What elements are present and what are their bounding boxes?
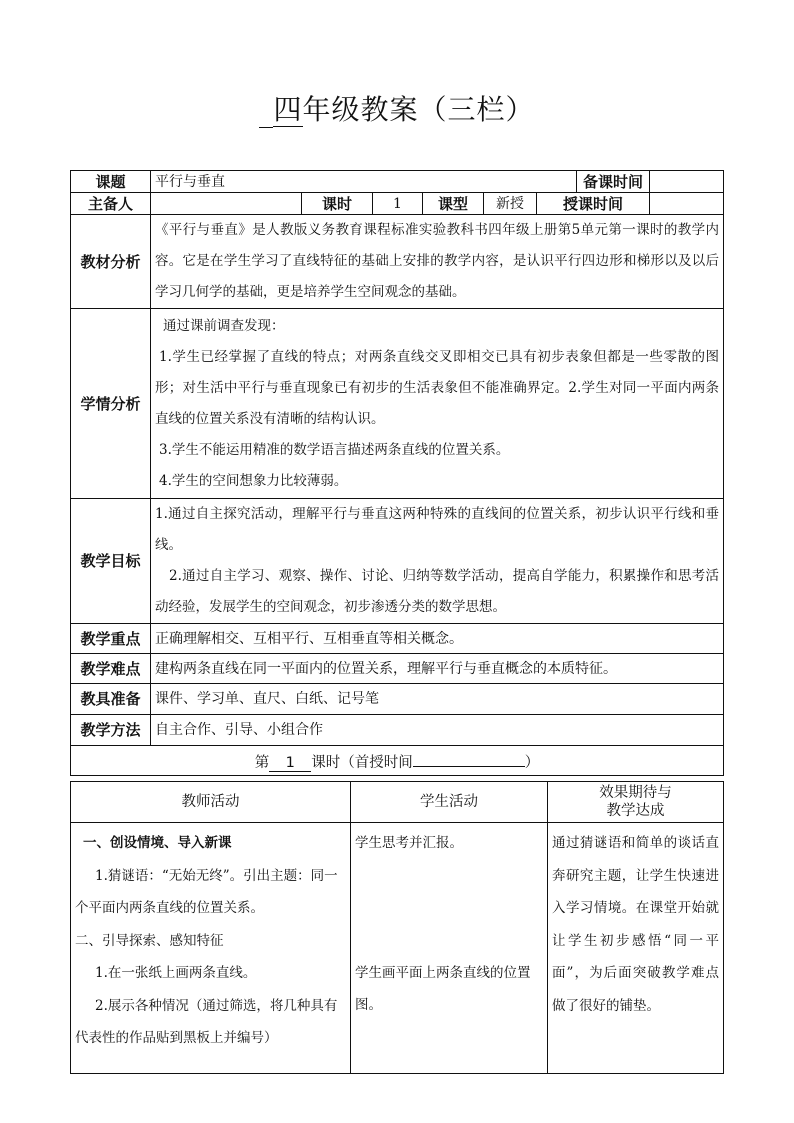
goal-line: 2.通过自主学习、观察、操作、讨论、归纳等数学活动，提高自学能力，积累操作和思考活动经验，发展学生的空间观念，初步渗透分类的数学思想。	[155, 568, 720, 615]
student-activity-line: 学生画平面上两条直线的位置图。	[355, 964, 531, 1013]
material-label: 教材分析	[71, 215, 151, 309]
lesson-suffix: 课时（首授时间	[311, 754, 413, 771]
student-activity-line: 学生思考并汇报。	[355, 835, 463, 851]
difficulty-label: 教学难点	[71, 654, 151, 684]
type-value[interactable]: 新授	[484, 193, 537, 215]
lesson-first-time-blank[interactable]	[413, 750, 525, 767]
student-line: 1.学生已经掌握了直线的特点；对两条直线交叉即相交已具有初步表象但都是一些零散的图形；对生活中平行与垂直现象已有初步的生活表象但不能准确界定。2.学生对同一平面内两条直线的位置关系没有清晰的结构认识。	[155, 348, 720, 427]
prep-time-label: 备课时间	[577, 171, 650, 193]
title-grade: 四	[273, 93, 303, 126]
topic-value[interactable]: 平行与垂直	[151, 171, 577, 193]
tools-label: 教具准备	[71, 684, 151, 715]
student-line: 通过课前调查发现：	[163, 317, 285, 334]
teacher-line: 二、引导探索、感知特征	[75, 932, 224, 949]
student-activity-cell	[351, 823, 548, 1074]
period-value[interactable]: 1	[373, 193, 423, 215]
teacher-line: 一、创设情境、导入新课	[83, 835, 232, 851]
material-text: 《平行与垂直》是人教版义务教育课程标准实验教科书四年级上册第5单元第一课时的教学内容。它是在学生学习了直线特征的基础上安排的教学内容，是认识平行四边形和梯形以及以后学习几何学的基础，更是培养学生空间观念的基础。	[151, 215, 724, 309]
col-student-header: 学生活动	[351, 782, 548, 823]
effect-text: 通过猜谜语和简单的谈话直奔研究主题，让学生快速进入学习情境。在课堂开始就让学生初步感悟“同一平面”，为后面突破教学难点做了很好的铺垫。	[552, 835, 719, 1014]
teacher-activity-cell	[71, 823, 351, 1074]
lesson-close: ）	[524, 754, 540, 771]
col-effect-line2: 教学达成	[606, 803, 665, 819]
lesson-period-line	[71, 746, 724, 776]
activity-table	[70, 781, 724, 1074]
preparer-value[interactable]	[151, 193, 302, 215]
col-effect-header	[548, 782, 724, 823]
student-line: 4.学生的空间想象力比较薄弱。	[159, 472, 348, 489]
student-analysis-text	[151, 309, 724, 499]
title-text: 年级教案（三栏）	[302, 93, 535, 126]
topic-label: 课题	[71, 171, 151, 193]
method-label: 教学方法	[71, 715, 151, 746]
goal-label: 教学目标	[71, 499, 151, 624]
lesson-prefix: 第	[254, 754, 270, 771]
lesson-number[interactable]: 1	[269, 755, 311, 772]
teacher-line: 1.猜谜语：“无始无终”。引出主题：同一个平面内两条直线的位置关系。	[75, 867, 338, 916]
lesson-info-table	[70, 170, 724, 776]
title-blank-line	[259, 101, 273, 128]
goal-text	[151, 499, 724, 624]
difficulty-text: 建构两条直线在同一平面内的位置关系，理解平行与垂直概念的本质特征。	[151, 654, 724, 684]
student-analysis-label: 学情分析	[71, 309, 151, 499]
col-effect-line1: 效果期待与	[599, 785, 672, 801]
tools-text: 课件、学习单、直尺、白纸、记号笔	[151, 684, 724, 715]
teacher-line: 2.展示各种情况（通过筛选，将几种具有代表性的作品贴到黑板上并编号）	[75, 997, 338, 1046]
teach-time-label: 授课时间	[537, 193, 650, 215]
period-label: 课时	[302, 193, 373, 215]
method-text: 自主合作、引导、小组合作	[151, 715, 724, 746]
page-title	[0, 88, 794, 128]
key-text: 正确理解相交、互相平行、互相垂直等相关概念。	[151, 624, 724, 654]
effect-cell	[548, 823, 724, 1074]
teach-time-value[interactable]	[650, 193, 724, 215]
goal-line: 1.通过自主探究活动，理解平行与垂直这两种特殊的直线间的位置关系，初步认识平行线和垂线。	[155, 506, 720, 553]
type-label: 课型	[423, 193, 484, 215]
col-teacher-header: 教师活动	[71, 782, 351, 823]
key-label: 教学重点	[71, 624, 151, 654]
student-line: 3.学生不能运用精准的数学语言描述两条直线的位置关系。	[159, 441, 510, 458]
teacher-line: 1.在一张纸上画两条直线。	[95, 965, 257, 981]
prep-time-value[interactable]	[650, 171, 724, 193]
preparer-label: 主备人	[71, 193, 151, 215]
